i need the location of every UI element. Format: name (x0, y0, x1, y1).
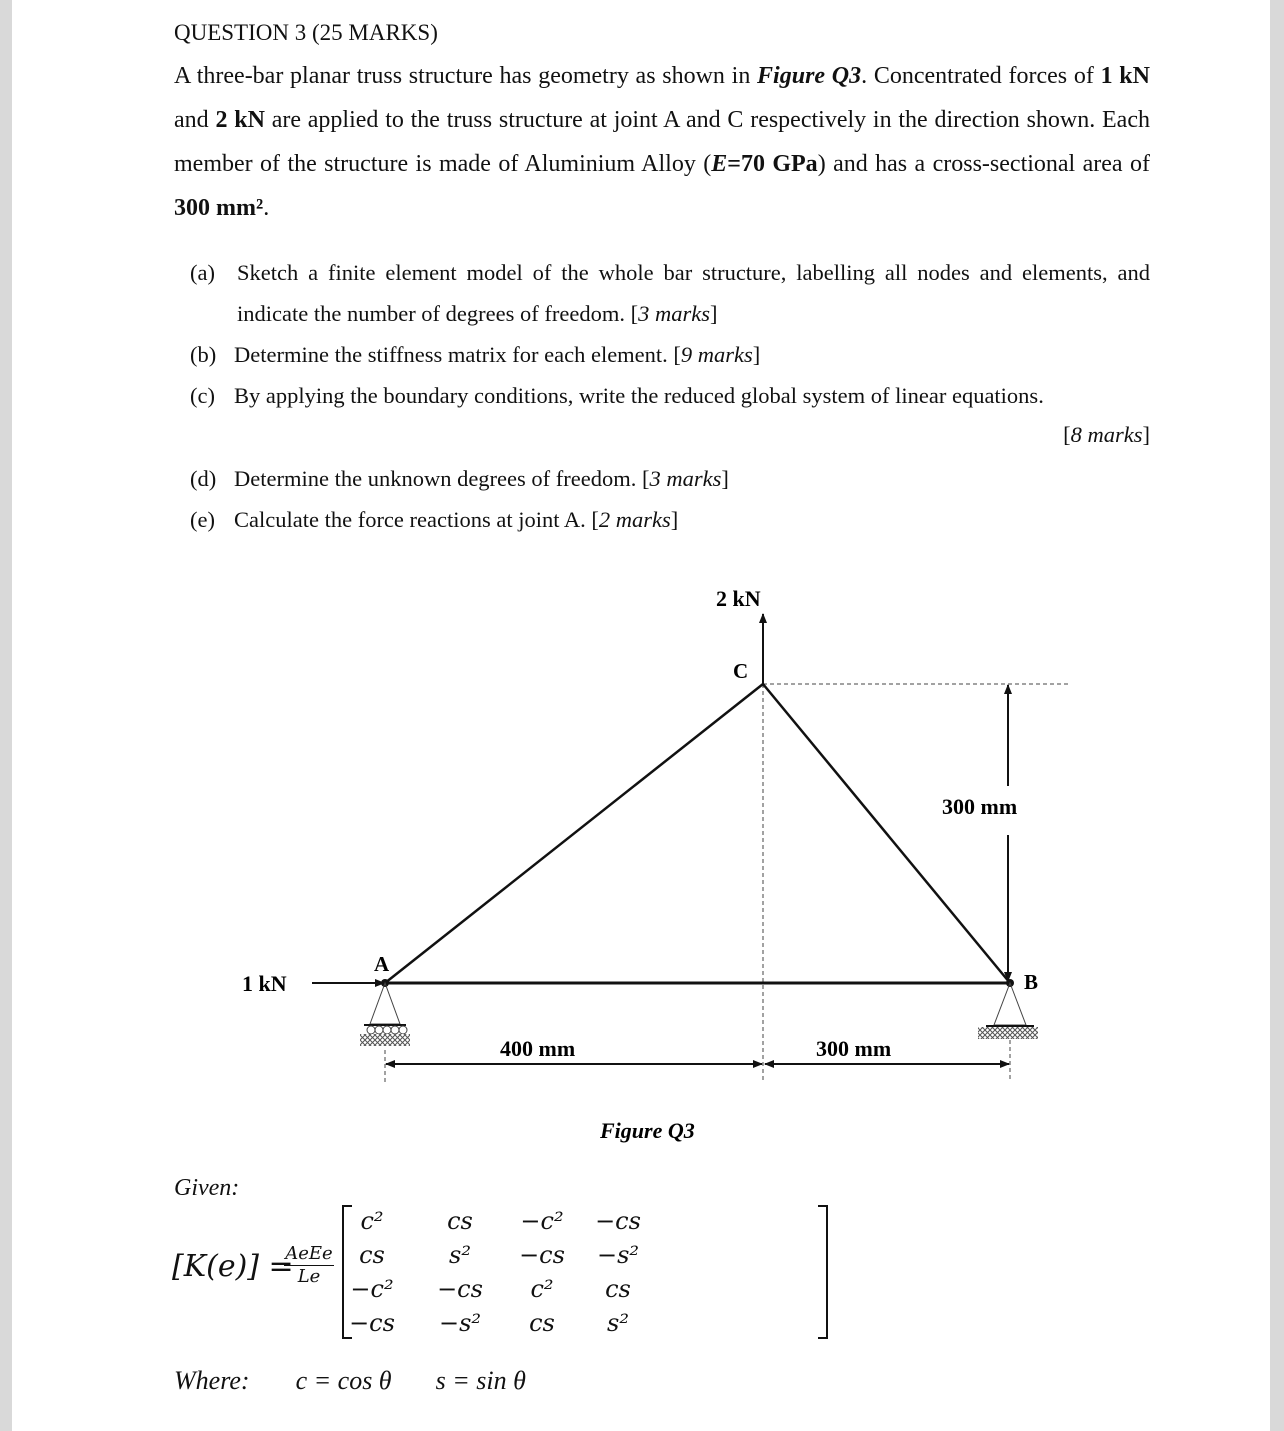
force-1: 1 kN (1100, 63, 1150, 89)
node-label-c: C (733, 659, 749, 683)
part-text: Sketch a finite element model of the whole bar structure, labelling all nodes and elements, and indicate the number of degrees of freedom. [ (237, 260, 1150, 326)
matrix-cell: c² (360, 1207, 384, 1235)
force-2: 2 kN (215, 107, 265, 133)
matrix-cell: s² (449, 1241, 471, 1269)
part-marks: 3 marks (649, 466, 722, 491)
part-label: (d) (190, 466, 217, 491)
force-label-a: 1 kN (242, 971, 287, 996)
bracket: [ (1063, 422, 1071, 447)
matrix-cell: cs (447, 1207, 473, 1235)
where-definitions (174, 1366, 570, 1396)
sin-definition: s = sin θ (435, 1366, 526, 1395)
stiffness-matrix (342, 1205, 828, 1337)
bracket: ] (670, 507, 679, 532)
member-ac (385, 684, 763, 983)
matrix-cell: −cs (519, 1241, 565, 1269)
part-label: (a) (190, 260, 215, 285)
intro-text: . Concentrated forces of (861, 63, 1101, 89)
dim-label-right: 300 mm (816, 1036, 892, 1061)
matrix-cell: −c² (350, 1275, 394, 1303)
modulus-symbol: E (711, 151, 728, 177)
cos-definition: c = cos θ (295, 1366, 392, 1395)
modulus-value: =70 GPa (727, 151, 818, 177)
part-marks: 8 marks (1070, 422, 1143, 447)
stiffness-symbol: [K(e)] = (172, 1249, 294, 1284)
intro-text: . (263, 195, 270, 221)
matrix-cell: −cs (349, 1309, 395, 1337)
matrix-cell: −cs (437, 1275, 483, 1303)
matrix-cell: cs (605, 1275, 631, 1303)
part-label: (b) (190, 342, 217, 367)
part-marks: 2 marks (598, 507, 671, 532)
part-label: (e) (190, 507, 215, 532)
figure-caption: Figure Q3 (600, 1118, 695, 1143)
intro-text: are applied to the truss structure at joint A and C respectively in the direction shown. Each member of the structure is made of Aluminium Alloy ( (174, 107, 1150, 177)
intro-text: and (174, 107, 216, 133)
part-label: (c) (190, 383, 215, 408)
matrix-cell: c² (530, 1275, 554, 1303)
part-text: Determine the unknown degrees of freedom. [ (234, 466, 650, 491)
intro-text: ) and has a cross-sectional area of (817, 151, 1150, 177)
roller-support-a (360, 983, 410, 1046)
question-title: QUESTION 3 (25 MARKS) (174, 20, 438, 45)
matrix-cell: s² (607, 1309, 629, 1337)
right-bracket (818, 1205, 828, 1339)
matrix-cell: −c² (520, 1207, 564, 1235)
bracket: ] (1142, 422, 1150, 447)
matrix-cell: −cs (595, 1207, 641, 1235)
given-label: Given: (174, 1175, 240, 1201)
factor-denominator: Le (297, 1266, 321, 1287)
part-text: Calculate the force reactions at joint A. [ (234, 507, 599, 532)
stiffness-factor (284, 1243, 334, 1287)
matrix-cell: −s² (438, 1309, 482, 1337)
where-label: Where: (174, 1366, 250, 1395)
matrix-cell: cs (359, 1241, 385, 1269)
bracket: ] (709, 301, 718, 326)
factor-numerator: AeEe (285, 1243, 333, 1264)
bracket: ] (752, 342, 761, 367)
intro-text: A three-bar planar truss structure has geometry as shown in (174, 63, 758, 89)
node-label-a: A (374, 952, 390, 976)
matrix-cell: −s² (596, 1241, 640, 1269)
part-text: By applying the boundary conditions, write the reduced global system of linear equations. (234, 383, 1044, 408)
bracket: ] (721, 466, 729, 491)
part-text: Determine the stiffness matrix for each element. [ (234, 342, 681, 367)
force-label-c: 2 kN (716, 586, 761, 611)
part-marks: 9 marks (680, 342, 753, 367)
dim-label-left: 400 mm (500, 1036, 576, 1061)
part-marks: 3 marks (638, 301, 710, 326)
node-label-b: B (1024, 970, 1039, 994)
dim-label-height: 300 mm (942, 794, 1018, 819)
figure-ref: Figure Q3 (757, 63, 862, 89)
area-value: 300 mm² (174, 195, 264, 221)
member-cb (763, 684, 1010, 983)
matrix-cell: cs (529, 1309, 555, 1337)
